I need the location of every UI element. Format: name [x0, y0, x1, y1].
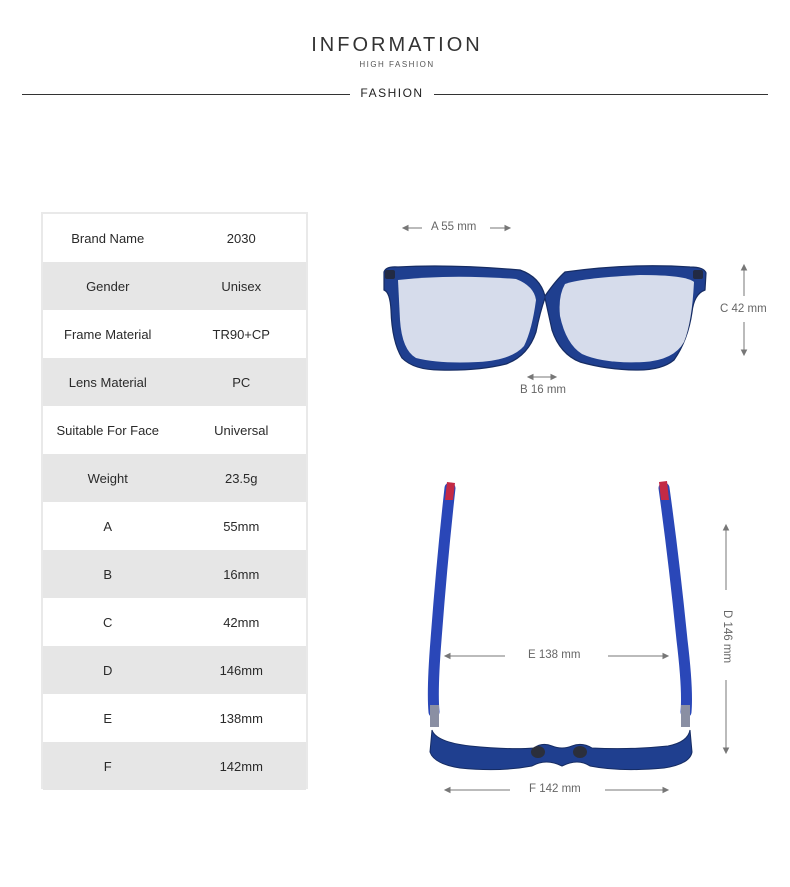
dimension-e-label: E 138 mm — [528, 649, 581, 661]
dimension-c-label: C 42 mm — [720, 303, 767, 315]
spec-key: F — [103, 758, 112, 774]
spec-value: 146mm — [219, 662, 263, 678]
spec-value: 42mm — [223, 614, 260, 630]
spec-value: Universal — [214, 422, 269, 438]
dimension-a-label: A 55 mm — [431, 221, 477, 233]
page-subtitle: HIGH FASHION — [359, 60, 435, 69]
dimension-b-label: B 16 mm — [520, 384, 567, 396]
spec-key: Brand Name — [71, 230, 145, 246]
spec-value: 2030 — [226, 230, 256, 246]
spec-key: Gender — [86, 278, 130, 294]
spec-value: 16mm — [223, 566, 260, 582]
spec-value: TR90+CP — [212, 326, 270, 342]
spec-key: A — [103, 518, 113, 534]
spec-value: 55mm — [223, 518, 260, 534]
page-title: INFORMATION — [311, 34, 483, 56]
spec-value: Unisex — [221, 278, 262, 294]
spec-key: E — [103, 710, 113, 726]
spec-value: 142mm — [219, 758, 263, 774]
spec-value: 23.5g — [224, 470, 258, 486]
dimension-f-label: F 142 mm — [529, 783, 581, 795]
spec-key: Lens Material — [68, 374, 147, 390]
spec-key: C — [103, 614, 113, 630]
spec-key: D — [103, 662, 113, 678]
spec-key: Frame Material — [64, 326, 152, 342]
spec-key: Weight — [87, 470, 128, 486]
divider-label: FASHION — [360, 86, 424, 100]
spec-value: PC — [232, 374, 251, 390]
spec-value: 138mm — [219, 710, 263, 726]
spec-key: B — [103, 566, 113, 582]
dimension-d-label: D 146 mm — [721, 610, 733, 664]
spec-key: Suitable For Face — [56, 422, 160, 438]
